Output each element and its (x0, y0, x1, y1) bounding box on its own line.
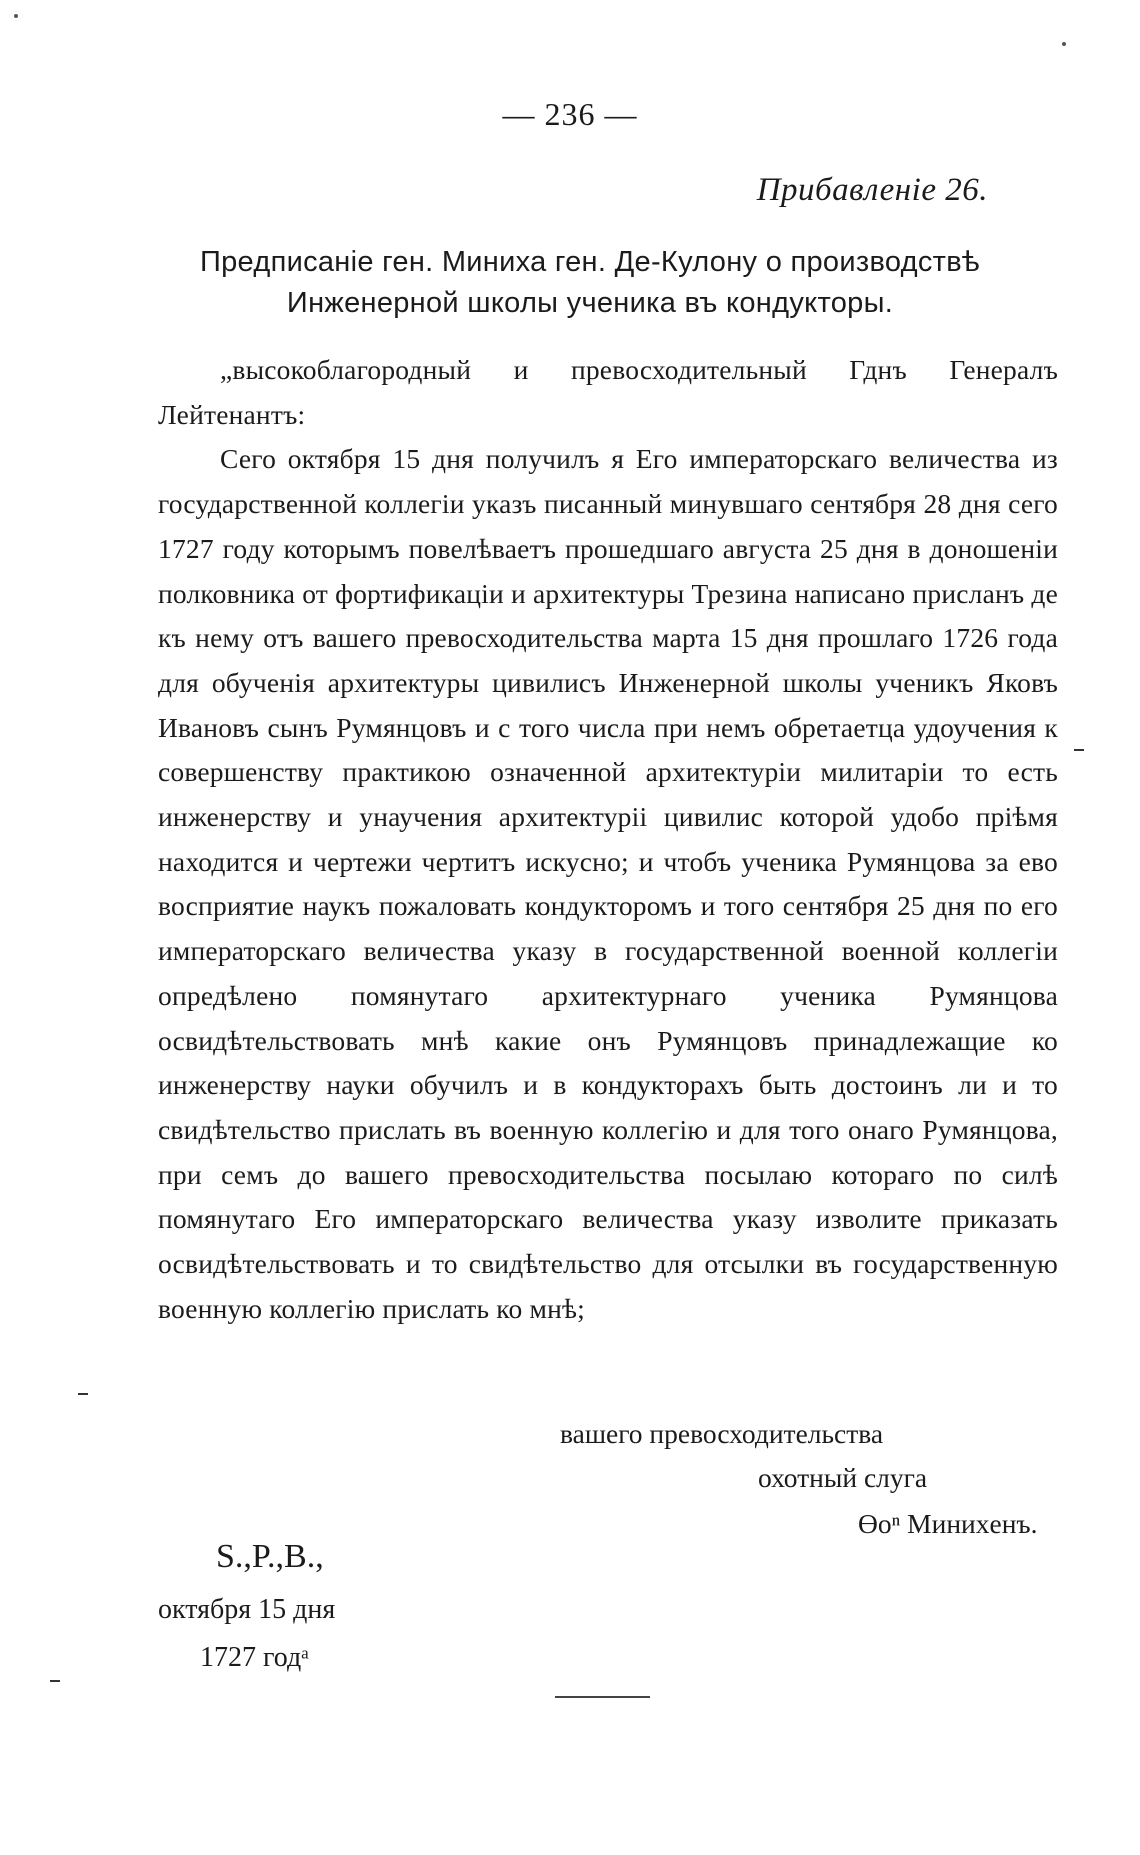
page-number: — 236 — (502, 96, 638, 132)
margin-mark (1074, 749, 1084, 751)
place: S.,P.,B., (216, 1538, 324, 1575)
paper-speck (14, 14, 18, 18)
margin-mark (50, 1680, 60, 1682)
signature: Өоⁿ Миниxенъ. (858, 1508, 1038, 1539)
closing-line-2: охотный слуга (758, 1462, 928, 1493)
letter-paragraph: Сего октября 15 дня получилъ я Его императорскаго величества из государственной коллегіи указъ писанный минувшаго сентября 28 дня сего 1727 году которымъ повелѣваетъ прошедшаго августа 25 дня в доношеніи полковника от фортификаціи и архитектуры Трезина написано присланъ де къ нему отъ вашего превосходительства марта 15 дня прошлаго 1726 года для обученія архитектуры цивилисъ Инженерной школы ученикъ Яковъ Ивановъ сынъ Румянцовъ и с того числа при немъ обретаетца удоучения к совершенству практикою означенной архитектуріи милитаріи то есть инженерству и унаучения архитектуріі цивилис которой удобо пріѣмя находится и чертежи чертитъ искусно; и чтобъ ученика Румянцова за ево восприятие наукъ пожаловать кондукторомъ и того сентября 25 дня по его императорскаго величества указу в государственной военной коллегіи опредѣлено помянутаго архитектурнаго ученика Румянцова освидѣтельствовать мнѣ какие онъ Румянцовъ принадлежащие ко инженерству науки обучилъ и в кондукторахъ быть достоинъ ли и то свидѣтельство прислать въ военную коллегію и для того онаго Румянцова, при семъ до вашего превосходительства посылаю котораго по силѣ помянутаго Его императорскаго величества указу изволите приказать освидѣтельствовать и то свидѣтельство для отсылки въ государственную военную коллегію прислать ко мнѣ; (158, 443, 1058, 1324)
salutation: „высокоблагородный и превосходительный Гднъ Генералъ Лейтенантъ: (158, 354, 1058, 430)
closing-line-1: вашего превосходительства (560, 1418, 884, 1449)
heading-line-2: Инженерной школы ученика въ кондукторы. (286, 287, 894, 319)
heading-line-1: Предписаніе ген. Миниха ген. Де-Кулону о производствѣ (199, 246, 980, 278)
year: 1727 годᵃ (200, 1642, 309, 1673)
date: октября 15 дня (158, 1594, 336, 1625)
appendix-label: Прибавленіе 26. (756, 172, 988, 208)
margin-mark (78, 1393, 88, 1395)
paper-speck (1062, 42, 1066, 46)
letter-body (158, 348, 1058, 1331)
document-heading (150, 242, 1030, 324)
footer-rule (555, 1696, 650, 1698)
